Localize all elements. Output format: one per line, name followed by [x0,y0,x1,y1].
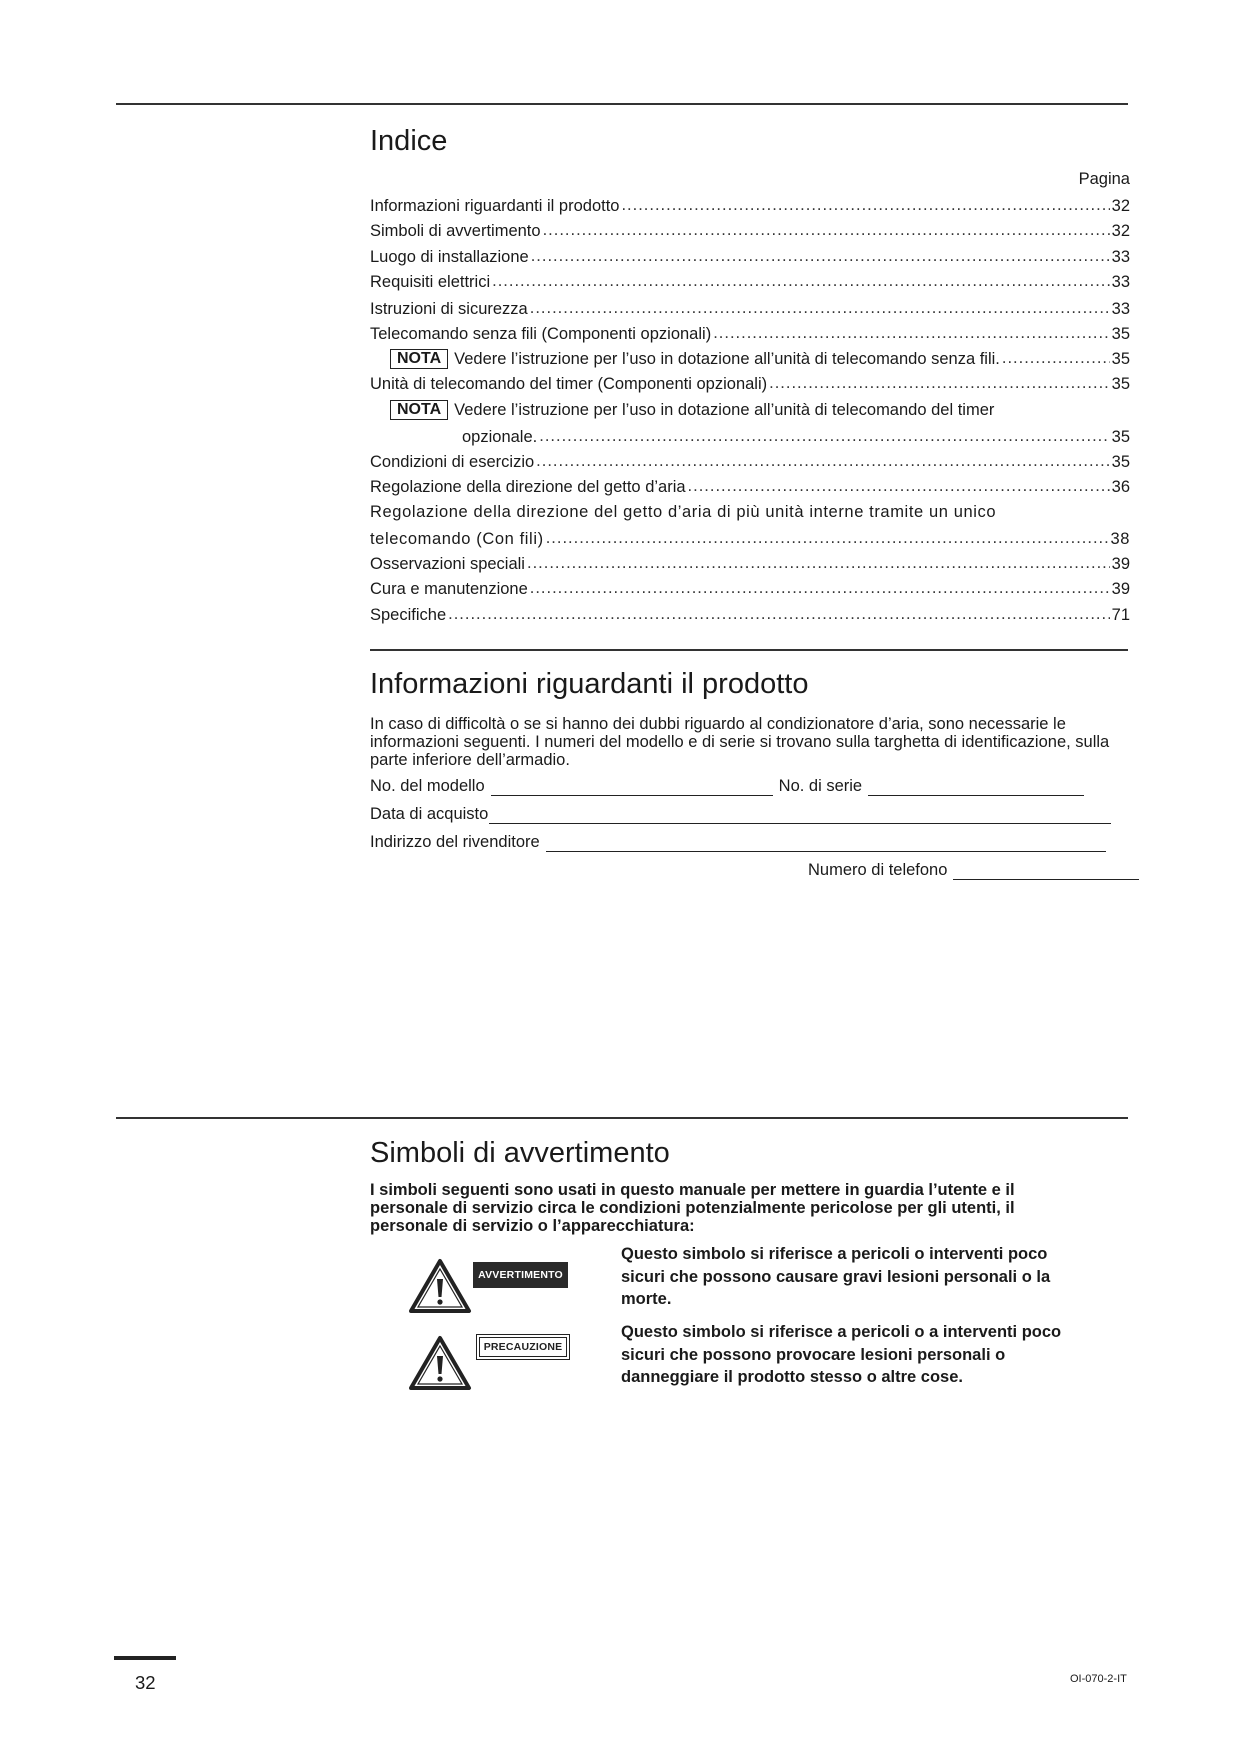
phone-field[interactable] [953,863,1139,880]
toc-entry-page: 32 [1111,197,1130,216]
toc-entry-page: 35 [1111,324,1130,343]
toc-entry-label: Requisiti elettrici [370,272,491,291]
toc-entry-page: 33 [1111,272,1130,291]
toc-entry[interactable] [370,549,1130,574]
toc-entry-label: Regolazione della direzione del getto d’aria di più unità interne tramite un unico [370,503,997,522]
toc-leader-dots [531,249,1110,263]
caution-triangle-icon [408,1335,472,1391]
toc-leader-dots [543,223,1110,237]
toc-leader-dots [621,198,1109,212]
toc-entry[interactable] [370,599,1130,624]
toc-entry-label: Vedere l’istruzione per l’uso in dotazione all’unità di telecomando senza fili. [454,350,1000,369]
toc-page-header: Pagina [1078,170,1130,188]
product-info-text: In caso di difficoltà o se si hanno dei dubbi riguardo al condizionatore d’aria, sono necessarie le informazioni seguenti. I numeri del modello e di serie si trovano sulla targhetta di identificazione, sulla parte inferiore dell’armadio. [370,715,1110,769]
warning-triangle-icon [408,1258,472,1314]
toc-leader-dots [713,326,1109,340]
table-of-contents [370,170,1130,625]
toc-leader-dots [492,274,1110,288]
toc-entry-label: opzionale. [462,427,538,446]
toc-entry[interactable] [370,216,1130,241]
toc-entry-note[interactable] [370,394,1130,419]
toc-entry-label: Telecomando senza fili (Componenti opzionali) [370,324,712,343]
toc-entry[interactable] [370,574,1130,599]
toc-entry-page: 35 [1111,350,1130,369]
nota-badge: NOTA [390,349,448,369]
toc-leader-dots [546,531,1109,545]
toc-entry-label: Simboli di avvertimento [370,222,541,241]
toc-leader-dots [530,581,1110,595]
toc-entry[interactable] [370,497,1130,522]
toc-leader-dots [769,376,1110,390]
toc-entry[interactable] [370,420,1130,447]
caution-description: Questo simbolo si riferisce a pericoli o a interventi poco sicuri che possono provocare lesioni personali o danneggiare il prodotto stesso o altre cose. [621,1323,1062,1386]
nota-badge: NOTA [390,400,448,420]
warning-description: Questo simbolo si riferisce a pericoli o interventi poco sicuri che possono causare gravi lesioni personali o la morte. [621,1245,1051,1308]
toc-entry-label: Vedere l’istruzione per l’uso in dotazione all’unità di telecomando del timer [454,400,995,419]
toc-entry-label: Condizioni di esercizio [370,452,535,471]
toc-leader-dots [1002,351,1110,365]
toc-entry-label: telecomando (Con fili) [370,530,544,549]
toc-entry[interactable] [370,522,1130,549]
toc-leader-dots [536,454,1109,468]
phone-label: Numero di telefono [808,861,948,879]
toc-entry-page: 39 [1111,555,1130,574]
toc-entry-label: Luogo di installazione [370,247,529,266]
dealer-address-field[interactable] [546,835,1106,852]
toc-entry[interactable] [370,191,1130,216]
serial-field[interactable] [868,779,1084,796]
toc-entry[interactable] [370,267,1130,292]
toc-entry-label: Regolazione della direzione del getto d’aria [370,477,686,496]
section-rule [116,1117,1128,1119]
toc-entry[interactable] [370,369,1130,394]
toc-entry-page: 36 [1111,477,1130,496]
caution-label: PRECAUZIONE [476,1334,570,1360]
warning-symbols-title: Simboli di avvertimento [370,1137,670,1169]
toc-entry[interactable] [370,447,1130,472]
serial-label: No. di serie [778,777,863,795]
toc-entry-label: Informazioni riguardanti il prodotto [370,197,620,216]
document-code: OI-070-2-IT [1070,1673,1127,1685]
toc-entry[interactable] [370,241,1130,266]
toc-leader-dots [688,479,1110,493]
product-info-title: Informazioni riguardanti il prodotto [370,668,809,700]
toc-entry-page: 32 [1111,222,1130,241]
toc-entry-page: 35 [1111,375,1130,394]
top-rule [116,103,1128,105]
toc-entry-page: 35 [1111,427,1130,446]
toc-leader-dots [448,607,1110,621]
dealer-label: Indirizzo del rivenditore [370,833,540,851]
model-field[interactable] [491,779,773,796]
toc-title: Indice [370,125,448,157]
toc-leader-dots [527,556,1110,570]
toc-entry-page: 38 [1110,530,1130,549]
toc-entry-label: Istruzioni di sicurezza [370,299,528,318]
toc-entry-page: 71 [1111,605,1130,624]
purchase-label: Data di acquisto [370,805,489,823]
toc-entry[interactable] [370,292,1130,319]
toc-entry[interactable] [370,472,1130,497]
toc-entry-label: Osservazioni speciali [370,555,525,574]
toc-entry-label: Unità di telecomando del timer (Componenti opzionali) [370,375,768,394]
warning-label: AVVERTIMENTO [473,1262,568,1288]
purchase-row [370,805,1111,824]
toc-entry-page: 33 [1111,247,1130,266]
toc-leader-dots [530,301,1110,315]
page-number: 32 [135,1672,156,1693]
toc-entry[interactable] [370,319,1130,344]
toc-entry-page: 33 [1111,299,1130,318]
toc-leader-dots [539,429,1109,443]
toc-entry-page: 35 [1111,452,1130,471]
section-rule [370,649,1128,651]
phone-row [808,861,1139,880]
purchase-date-field[interactable] [489,807,1111,824]
dealer-row [370,833,1106,852]
toc-entry-label: Specifiche [370,605,447,624]
model-serial-row [370,777,1084,796]
toc-entry-label: Cura e manutenzione [370,580,528,599]
model-label: No. del modello [370,777,485,795]
toc-entry-note[interactable] [370,344,1130,369]
toc-entry-page: 39 [1111,580,1130,599]
page-number-bar [114,1656,176,1660]
warning-symbols-intro: I simboli seguenti sono usati in questo manuale per mettere in guardia l’utente e il personale di servizio circa le condizioni potenzialmente pericolose per gli utenti, il personale di servizio o l’apparecchiatura: [370,1181,1015,1235]
